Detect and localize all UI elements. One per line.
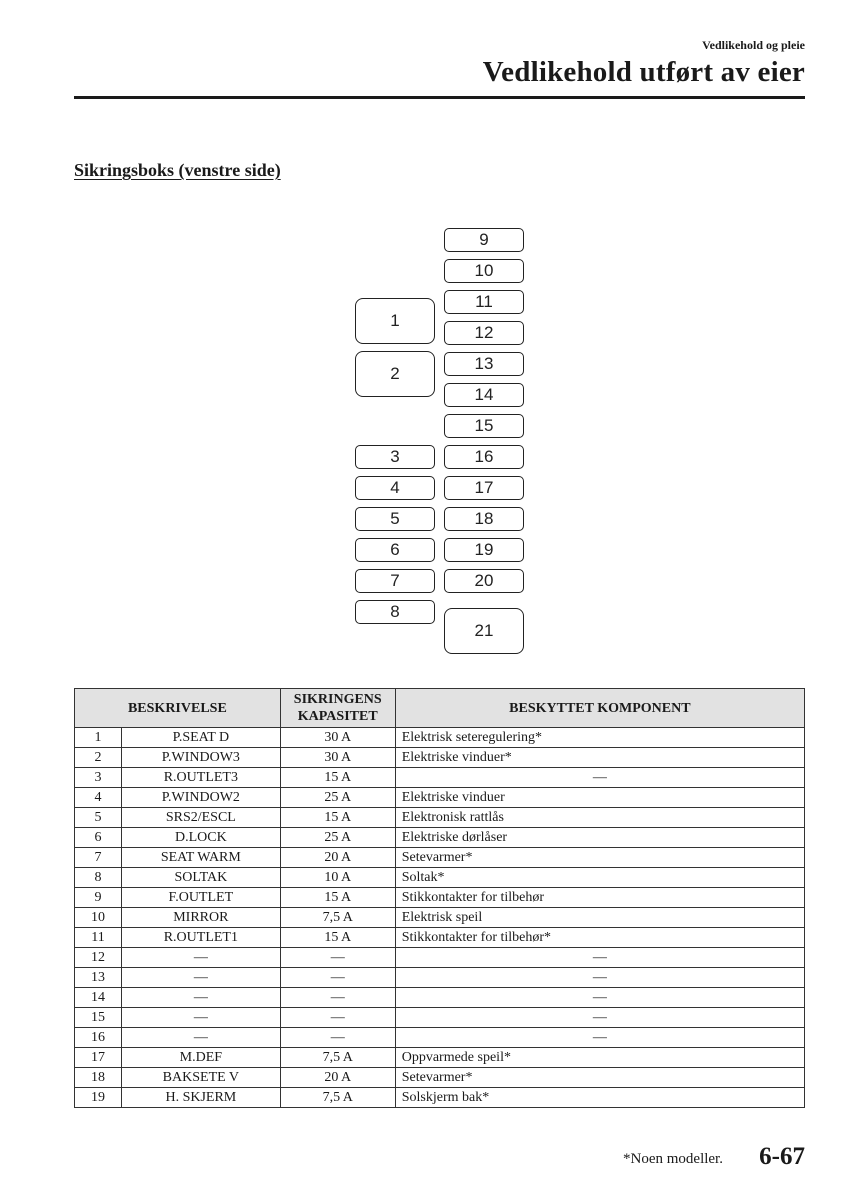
cell-component: Setevarmer* — [395, 848, 804, 868]
fuse-table-body — [75, 728, 805, 1108]
cell-component: — — [395, 968, 804, 988]
table-row — [75, 948, 805, 968]
cell-component: — — [395, 988, 804, 1008]
fuse-table — [74, 688, 805, 1108]
header-description: BESKRIVELSE — [75, 689, 281, 728]
fuse-slot-9: 9 — [444, 228, 524, 252]
cell-capacity: 30 A — [280, 748, 395, 768]
cell-capacity: — — [280, 1028, 395, 1048]
cell-number: 16 — [75, 1028, 122, 1048]
cell-number: 18 — [75, 1068, 122, 1088]
cell-number: 4 — [75, 788, 122, 808]
table-row — [75, 728, 805, 748]
cell-capacity: — — [280, 948, 395, 968]
fuse-slot-11: 11 — [444, 290, 524, 314]
header-capacity — [280, 689, 395, 728]
cell-capacity: 20 A — [280, 1068, 395, 1088]
table-row — [75, 808, 805, 828]
cell-capacity: — — [280, 1008, 395, 1028]
cell-component: Setevarmer* — [395, 1068, 804, 1088]
header-component: BESKYTTET KOMPONENT — [395, 689, 804, 728]
cell-number: 2 — [75, 748, 122, 768]
table-row — [75, 868, 805, 888]
page-title: Vedlikehold utført av eier — [482, 56, 805, 88]
cell-number: 17 — [75, 1048, 122, 1068]
cell-component: Soltak* — [395, 868, 804, 888]
table-row — [75, 1028, 805, 1048]
cell-capacity: 7,5 A — [280, 1088, 395, 1108]
fuse-slot-8: 8 — [355, 600, 435, 624]
header-capacity-line2: KAPASITET — [297, 709, 378, 724]
cell-description: BAKSETE V — [121, 1068, 280, 1088]
cell-number: 6 — [75, 828, 122, 848]
cell-component: Oppvarmede speil* — [395, 1048, 804, 1068]
fuse-slot-17: 17 — [444, 476, 524, 500]
cell-description: — — [121, 1008, 280, 1028]
cell-capacity: — — [280, 988, 395, 1008]
fuse-slot-2: 2 — [355, 351, 435, 397]
cell-number: 10 — [75, 908, 122, 928]
cell-capacity: 30 A — [280, 728, 395, 748]
cell-capacity: 15 A — [280, 768, 395, 788]
cell-component: Solskjerm bak* — [395, 1088, 804, 1108]
cell-component: — — [395, 1028, 804, 1048]
fuse-slot-20: 20 — [444, 569, 524, 593]
fuse-slot-18: 18 — [444, 507, 524, 531]
table-row — [75, 1008, 805, 1028]
footnote: *Noen modeller. — [623, 1151, 723, 1167]
cell-description: H. SKJERM — [121, 1088, 280, 1108]
cell-component: Elektriske vinduer* — [395, 748, 804, 768]
cell-component: Elektriske dørlåser — [395, 828, 804, 848]
table-row — [75, 928, 805, 948]
cell-description: SOLTAK — [121, 868, 280, 888]
cell-number: 7 — [75, 848, 122, 868]
fuse-slot-12: 12 — [444, 321, 524, 345]
cell-capacity: 15 A — [280, 808, 395, 828]
cell-capacity: 10 A — [280, 868, 395, 888]
section-label: Vedlikehold og pleie — [702, 38, 805, 52]
cell-description: P.WINDOW2 — [121, 788, 280, 808]
table-row — [75, 908, 805, 928]
cell-number: 5 — [75, 808, 122, 828]
cell-number: 13 — [75, 968, 122, 988]
cell-description: R.OUTLET3 — [121, 768, 280, 788]
cell-component: Stikkontakter for tilbehør — [395, 888, 804, 908]
cell-description: SEAT WARM — [121, 848, 280, 868]
cell-component: — — [395, 768, 804, 788]
table-row — [75, 968, 805, 988]
table-row — [75, 1068, 805, 1088]
cell-description: P.WINDOW3 — [121, 748, 280, 768]
table-row — [75, 768, 805, 788]
cell-number: 19 — [75, 1088, 122, 1108]
cell-capacity: 7,5 A — [280, 908, 395, 928]
fuse-slot-13: 13 — [444, 352, 524, 376]
page-number: 6-67 — [759, 1143, 805, 1170]
cell-description: — — [121, 968, 280, 988]
cell-description: MIRROR — [121, 908, 280, 928]
table-row — [75, 1088, 805, 1108]
cell-description: — — [121, 988, 280, 1008]
table-row — [75, 1048, 805, 1068]
title-rule — [74, 96, 805, 99]
table-row — [75, 748, 805, 768]
table-row — [75, 988, 805, 1008]
cell-capacity: 25 A — [280, 828, 395, 848]
cell-description: SRS2/ESCL — [121, 808, 280, 828]
table-row — [75, 888, 805, 908]
cell-capacity: — — [280, 968, 395, 988]
cell-capacity: 25 A — [280, 788, 395, 808]
fuse-slot-14: 14 — [444, 383, 524, 407]
fuse-slot-6: 6 — [355, 538, 435, 562]
cell-number: 8 — [75, 868, 122, 888]
fuse-box-heading: Sikringsboks (venstre side) — [74, 160, 281, 180]
cell-number: 15 — [75, 1008, 122, 1028]
cell-capacity: 7,5 A — [280, 1048, 395, 1068]
cell-capacity: 20 A — [280, 848, 395, 868]
cell-number: 14 — [75, 988, 122, 1008]
table-row — [75, 788, 805, 808]
fuse-slot-21: 21 — [444, 608, 524, 654]
table-row — [75, 828, 805, 848]
fuse-slot-1: 1 — [355, 298, 435, 344]
fuse-slot-4: 4 — [355, 476, 435, 500]
cell-capacity: 15 A — [280, 928, 395, 948]
cell-component: — — [395, 948, 804, 968]
fuse-slot-19: 19 — [444, 538, 524, 562]
cell-component: Elektriske vinduer — [395, 788, 804, 808]
cell-description: — — [121, 948, 280, 968]
fuse-slot-3: 3 — [355, 445, 435, 469]
cell-capacity: 15 A — [280, 888, 395, 908]
header-capacity-line1: SIKRINGENS — [293, 692, 382, 707]
cell-number: 3 — [75, 768, 122, 788]
fuse-slot-16: 16 — [444, 445, 524, 469]
fuse-slot-7: 7 — [355, 569, 435, 593]
cell-description: F.OUTLET — [121, 888, 280, 908]
table-header-row — [75, 689, 805, 728]
cell-component: Elektrisk speil — [395, 908, 804, 928]
cell-number: 12 — [75, 948, 122, 968]
cell-component: Elektronisk rattlås — [395, 808, 804, 828]
cell-component: Stikkontakter for tilbehør* — [395, 928, 804, 948]
cell-component: — — [395, 1008, 804, 1028]
cell-description: — — [121, 1028, 280, 1048]
cell-description: D.LOCK — [121, 828, 280, 848]
cell-description: M.DEF — [121, 1048, 280, 1068]
fuse-slot-15: 15 — [444, 414, 524, 438]
cell-number: 1 — [75, 728, 122, 748]
cell-number: 11 — [75, 928, 122, 948]
cell-description: P.SEAT D — [121, 728, 280, 748]
cell-description: R.OUTLET1 — [121, 928, 280, 948]
cell-component: Elektrisk seteregulering* — [395, 728, 804, 748]
cell-number: 9 — [75, 888, 122, 908]
table-row — [75, 848, 805, 868]
fuse-slot-10: 10 — [444, 259, 524, 283]
fuse-slot-5: 5 — [355, 507, 435, 531]
